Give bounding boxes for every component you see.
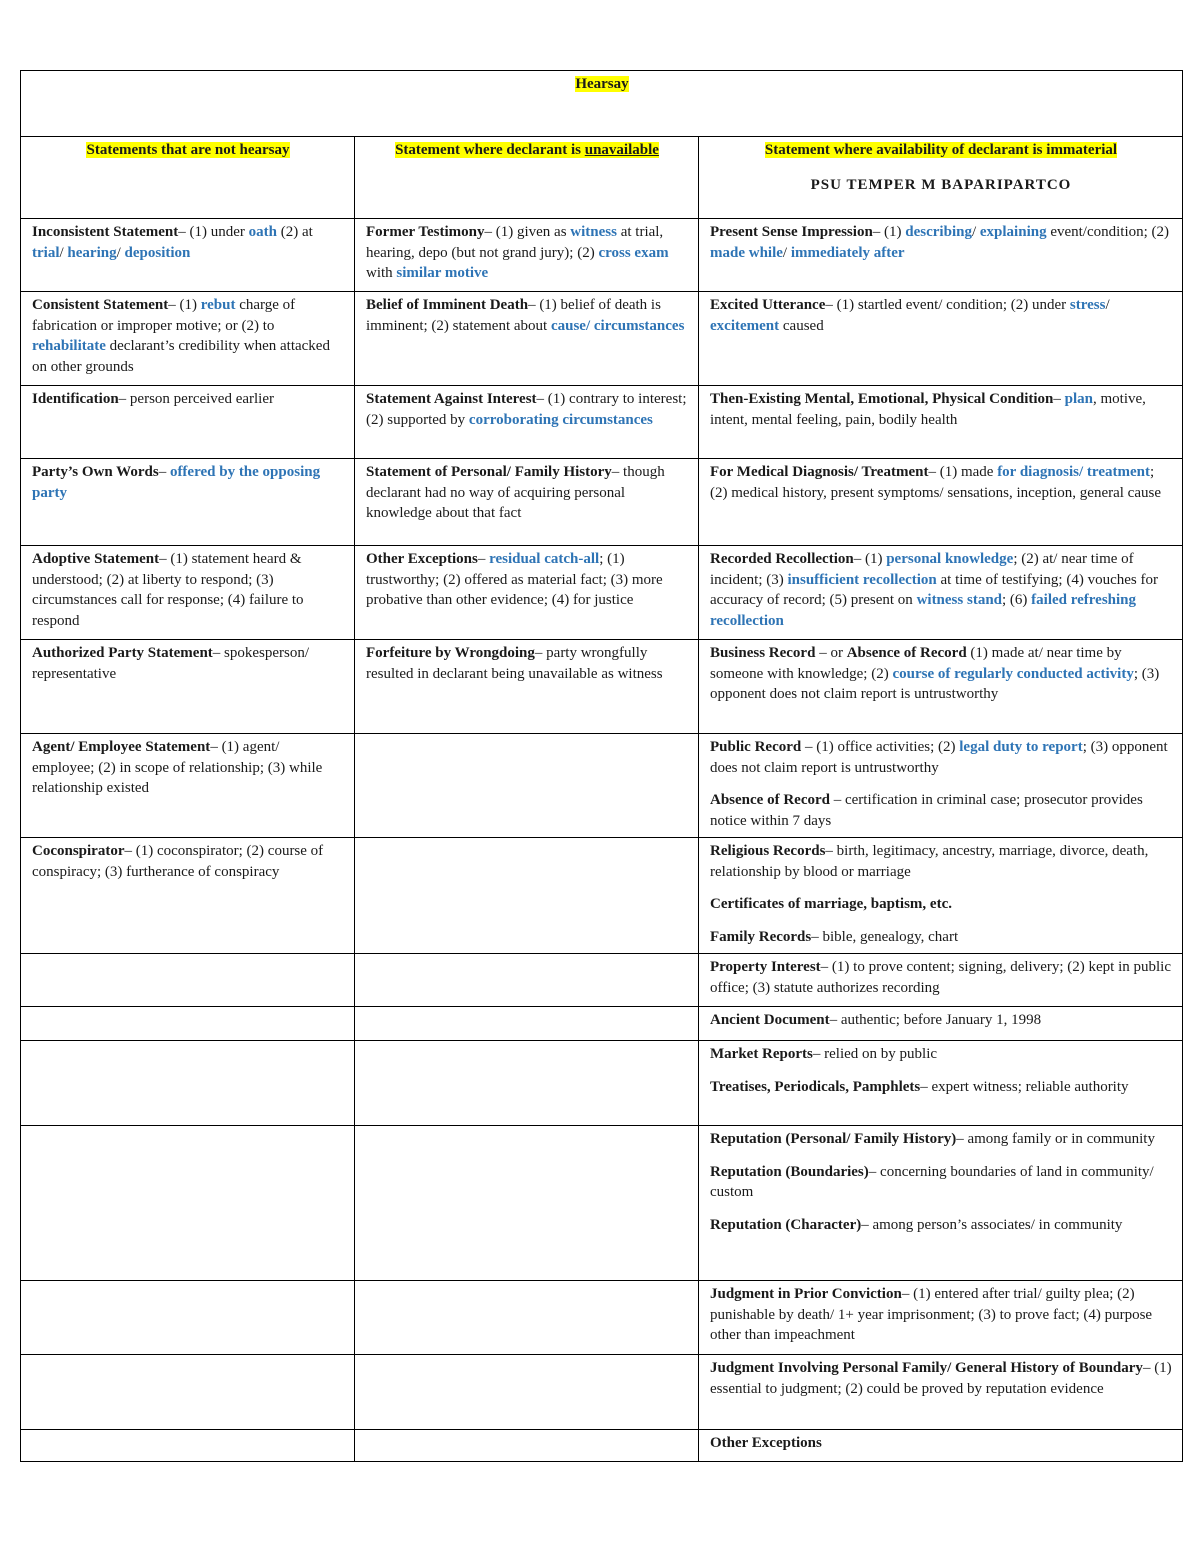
rule-text: / bbox=[59, 244, 68, 261]
header-label bbox=[395, 142, 659, 158]
rule-name: Ancient Document bbox=[710, 1012, 830, 1028]
rule-text: – authentic; before January 1, 1998 bbox=[829, 1012, 1042, 1028]
table-row bbox=[21, 838, 1183, 954]
cell-entry bbox=[710, 1162, 1172, 1203]
table-row bbox=[21, 292, 1183, 386]
rule-name: Statement of Personal/ Family History bbox=[366, 464, 612, 480]
rule-text: – (1) coconspirator; (2) course of conspiracy; (3) furtherance of conspiracy bbox=[32, 843, 324, 880]
keyword: course of regularly conducted activity bbox=[892, 665, 1134, 682]
table-cell bbox=[699, 292, 1183, 386]
rule-text: – (1) agent/ employee; (2) in scope of relationship; (3) while relationship existed bbox=[32, 739, 323, 796]
rule-text: / bbox=[116, 244, 125, 261]
cell-entry bbox=[710, 957, 1172, 998]
table-cell bbox=[355, 734, 699, 838]
rule-name: Property Interest bbox=[710, 959, 821, 975]
table-cell bbox=[699, 1126, 1183, 1281]
table-row bbox=[21, 954, 1183, 1007]
keyword: similar motive bbox=[396, 265, 489, 281]
rule-text: ; (3) opponent does not claim report is untrustworthy bbox=[710, 739, 1168, 776]
cell-entry bbox=[710, 1129, 1172, 1150]
table-cell bbox=[21, 459, 355, 546]
rule-name: Religious Records bbox=[710, 843, 826, 859]
cell-entry bbox=[32, 462, 344, 503]
rule-name: Family Records bbox=[710, 928, 812, 945]
table-cell bbox=[699, 219, 1183, 292]
table-cell bbox=[355, 1126, 699, 1281]
rule-text: – certification in criminal case; prosecutor provides notice within 7 days bbox=[710, 792, 1143, 829]
cell-entry bbox=[710, 1215, 1172, 1236]
rule-text: – concerning boundaries of land in community/ custom bbox=[710, 1163, 1154, 1200]
rule-text: – (1) belief of death is imminent; (2) statement about bbox=[366, 297, 661, 334]
table-cell bbox=[355, 1007, 699, 1041]
keyword: hearing bbox=[67, 244, 117, 261]
keyword: made while bbox=[710, 244, 783, 261]
table-row bbox=[21, 1430, 1183, 1462]
rule-text: – bbox=[158, 464, 170, 480]
rule-text: – birth, legitimacy, ancestry, marriage, divorce, death, relationship by blood or marriage bbox=[710, 843, 1149, 880]
table-row bbox=[21, 1126, 1183, 1281]
rule-name: Recorded Recollection bbox=[710, 551, 854, 567]
cell-entry bbox=[710, 841, 1172, 882]
cell-entry bbox=[710, 737, 1172, 778]
table-cell bbox=[21, 219, 355, 292]
rule-text: – among family or in community bbox=[956, 1131, 1155, 1147]
table-row bbox=[21, 1281, 1183, 1355]
keyword: residual catch-all bbox=[489, 551, 600, 567]
rule-name: Agent/ Employee Statement bbox=[32, 739, 211, 755]
rule-name: Present Sense Impression bbox=[710, 224, 873, 240]
cell-entry bbox=[32, 389, 344, 410]
keyword: immediately after bbox=[790, 244, 905, 261]
rule-name: Absence of Record bbox=[710, 792, 830, 808]
keyword: trial bbox=[32, 244, 60, 261]
rule-name: Party’s Own Words bbox=[32, 464, 159, 480]
table-cell bbox=[21, 640, 355, 734]
rule-text: – spokesperson/ representative bbox=[32, 645, 310, 682]
rule-text: (2) at bbox=[277, 224, 313, 240]
rule-text: / bbox=[971, 224, 980, 240]
keyword: oath bbox=[248, 224, 277, 240]
keyword: legal duty to report bbox=[959, 739, 1083, 755]
rule-text: – expert witness; reliable authority bbox=[920, 1078, 1129, 1095]
table-cell bbox=[21, 1126, 355, 1281]
rule-text: – (1) entered after trial/ guilty plea; (2) punishable by death/ 1+ year imprisonment; (3) to prove fact; (4) purpose other than impeachment bbox=[710, 1286, 1153, 1343]
table-row bbox=[21, 640, 1183, 734]
rule-text: ; (3) opponent does not claim report is untrustworthy bbox=[710, 665, 1160, 702]
table-row bbox=[21, 546, 1183, 640]
table-cell bbox=[699, 1007, 1183, 1041]
cell-entry bbox=[32, 549, 344, 631]
rule-text: , motive, intent, mental feeling, pain, bodily health bbox=[710, 391, 1146, 428]
keyword: for diagnosis/ treatment bbox=[997, 464, 1150, 480]
header-immaterial bbox=[699, 137, 1183, 219]
table-row bbox=[21, 386, 1183, 459]
cell-entry bbox=[710, 1077, 1172, 1098]
document-page bbox=[20, 70, 1182, 1462]
header-text: Statement where declarant is bbox=[395, 142, 585, 158]
keyword: corroborating circumstances bbox=[468, 411, 653, 428]
table-cell bbox=[21, 1007, 355, 1041]
cell-entry bbox=[710, 1358, 1172, 1399]
table-cell bbox=[699, 386, 1183, 459]
rule-text: – (1) to prove content; signing, delivery; (2) kept in public office; (3) statute authorizes recording bbox=[710, 959, 1172, 996]
rule-text: – (1) statement heard & understood; (2) at liberty to respond; (3) circumstances call for response; (4) failure to respond bbox=[32, 551, 304, 629]
table-row bbox=[21, 1355, 1183, 1430]
rule-text: at time of testifying; (4) vouches for accuracy of record; (5) present on bbox=[710, 571, 1158, 608]
table-cell bbox=[699, 1430, 1183, 1462]
keyword: witness bbox=[570, 224, 617, 240]
rule-text: – (1) bbox=[872, 224, 906, 240]
rule-text: ; (2) medical history, present symptoms/ sensations, inception, general cause bbox=[710, 464, 1161, 501]
rule-name: Inconsistent Statement bbox=[32, 224, 179, 240]
header-unavailable bbox=[355, 137, 699, 219]
table-cell bbox=[355, 1430, 699, 1462]
table-row bbox=[21, 734, 1183, 838]
table-cell bbox=[699, 546, 1183, 640]
table-cell bbox=[21, 734, 355, 838]
cell-entry bbox=[366, 549, 688, 611]
table-cell bbox=[355, 292, 699, 386]
table-cell bbox=[699, 954, 1183, 1007]
rule-text: – (1) made bbox=[928, 464, 998, 480]
cell-entry bbox=[710, 295, 1172, 336]
table-cell bbox=[21, 1430, 355, 1462]
cell-entry bbox=[32, 222, 344, 263]
rule-text: caused bbox=[779, 317, 824, 334]
cell-entry bbox=[710, 549, 1172, 631]
rule-name: Identification bbox=[32, 391, 119, 407]
keyword: deposition bbox=[124, 244, 191, 261]
table-cell bbox=[21, 1281, 355, 1355]
keyword: stress bbox=[1069, 297, 1106, 313]
table-cell bbox=[21, 292, 355, 386]
table-row bbox=[21, 1007, 1183, 1041]
table-cell bbox=[355, 1355, 699, 1430]
rule-text: – (1) bbox=[168, 297, 201, 313]
keyword: insufficient recollection bbox=[787, 571, 937, 588]
rule-name: Certificates of marriage, baptism, etc. bbox=[710, 896, 952, 912]
rule-name: Public Record bbox=[710, 739, 802, 755]
rule-text: / bbox=[1105, 297, 1110, 313]
table-cell bbox=[21, 954, 355, 1007]
cell-entry bbox=[710, 1284, 1172, 1346]
cell-entry bbox=[710, 927, 1172, 948]
table-cell bbox=[355, 838, 699, 954]
cell-entry bbox=[366, 222, 688, 284]
table-cell bbox=[699, 1041, 1183, 1126]
table-cell bbox=[355, 459, 699, 546]
header-underlined-text: unavailable bbox=[584, 142, 659, 158]
rule-text: at trial, hearing, depo (but not grand jury); (2) bbox=[366, 224, 664, 261]
keyword: excitement bbox=[710, 317, 780, 334]
rule-name: Reputation (Boundaries) bbox=[710, 1163, 869, 1180]
rule-name: Excited Utterance bbox=[710, 297, 826, 313]
table-title: Hearsay bbox=[575, 76, 629, 92]
keyword: rehabilitate bbox=[32, 338, 106, 354]
rule-text: (1) made at/ near time by someone with knowledge; (2) bbox=[710, 645, 1122, 682]
rule-name: Reputation (Personal/ Family History) bbox=[710, 1131, 957, 1147]
rule-text: – bbox=[477, 551, 490, 567]
rule-name: Absence of Record bbox=[846, 645, 967, 661]
rule-text: ; (2) at/ near time of incident; (3) bbox=[710, 551, 1134, 588]
rule-text: – though declarant had no way of acquiring personal knowledge about that fact bbox=[366, 464, 665, 521]
rule-text: declarant’s credibility when attacked on other grounds bbox=[32, 338, 330, 375]
rule-text: – (1) office activities; (2) bbox=[801, 739, 960, 755]
rule-name: Treatises, Periodicals, Pamphlets bbox=[710, 1078, 921, 1095]
rule-text: – (1) under bbox=[178, 224, 249, 240]
table-cell bbox=[21, 1041, 355, 1126]
table-row bbox=[21, 459, 1183, 546]
table-cell bbox=[699, 459, 1183, 546]
rule-text: ; (6) bbox=[1002, 592, 1032, 608]
table-cell bbox=[21, 1355, 355, 1430]
rule-name: Then-Existing Mental, Emotional, Physical Condition bbox=[710, 391, 1054, 407]
rule-name: Authorized Party Statement bbox=[32, 645, 213, 661]
rule-name: Business Record bbox=[710, 645, 816, 661]
table-cell bbox=[355, 546, 699, 640]
rule-name: Other Exceptions bbox=[710, 1435, 822, 1451]
rule-text: – bible, genealogy, chart bbox=[811, 928, 959, 945]
cell-entry bbox=[710, 389, 1172, 430]
keyword: plan bbox=[1064, 391, 1093, 407]
table-cell bbox=[355, 1041, 699, 1126]
rule-name: Adoptive Statement bbox=[32, 551, 160, 567]
cell-entry bbox=[710, 894, 1172, 915]
rule-text: / bbox=[782, 244, 791, 261]
table-cell bbox=[699, 734, 1183, 838]
rule-text: event/condition; (2) bbox=[1046, 224, 1170, 240]
table-cell bbox=[699, 640, 1183, 734]
cell-entry bbox=[710, 1433, 1172, 1454]
keyword: cause/ circumstances bbox=[550, 317, 685, 334]
rule-name: Market Reports bbox=[710, 1046, 813, 1062]
rule-name: For Medical Diagnosis/ Treatment bbox=[710, 464, 929, 480]
rule-name: Judgment Involving Personal Family/ General History of Boundary bbox=[710, 1360, 1143, 1376]
header-row bbox=[21, 137, 1183, 219]
cell-entry bbox=[366, 389, 688, 430]
title-cell bbox=[21, 71, 1183, 137]
rule-text: with bbox=[366, 265, 397, 281]
table-row bbox=[21, 1041, 1183, 1126]
table-cell bbox=[21, 838, 355, 954]
rule-name: Statement Against Interest bbox=[366, 391, 537, 407]
cell-entry bbox=[366, 295, 688, 336]
cell-entry bbox=[710, 1010, 1172, 1031]
table-row bbox=[21, 219, 1183, 292]
table-cell bbox=[355, 386, 699, 459]
keyword: cross exam bbox=[598, 244, 669, 261]
cell-entry bbox=[710, 1044, 1172, 1065]
keyword: explaining bbox=[979, 224, 1047, 240]
keyword: witness stand bbox=[916, 592, 1002, 608]
table-cell bbox=[21, 386, 355, 459]
rule-text: – (1) bbox=[853, 551, 887, 567]
mnemonic: PSU TEMPER M BAPARIPARTCO bbox=[810, 176, 1072, 193]
table-cell bbox=[21, 546, 355, 640]
rule-name: Former Testimony bbox=[366, 224, 485, 240]
cell-entry bbox=[710, 462, 1172, 503]
keyword: failed refreshing recollection bbox=[710, 592, 1137, 629]
keyword: personal knowledge bbox=[886, 551, 1014, 567]
rule-name: Coconspirator bbox=[32, 843, 125, 859]
table-cell bbox=[699, 1355, 1183, 1430]
rule-text: – (1) startled event/ condition; (2) under bbox=[825, 297, 1070, 313]
rule-text: – party wrongfully resulted in declarant being unavailable as witness bbox=[366, 645, 663, 682]
rule-text: – bbox=[1053, 391, 1065, 407]
rule-text: – (1) given as bbox=[484, 224, 571, 240]
rule-text: – (1) contrary to interest; (2) supported by bbox=[366, 391, 687, 428]
cell-entry bbox=[710, 790, 1172, 831]
header-not-hearsay bbox=[21, 137, 355, 219]
rule-name: Consistent Statement bbox=[32, 297, 169, 313]
rule-text: – relied on by public bbox=[812, 1046, 938, 1062]
rule-name: Judgment in Prior Conviction bbox=[710, 1286, 902, 1302]
table-cell bbox=[699, 838, 1183, 954]
table-cell bbox=[355, 640, 699, 734]
keyword: rebut bbox=[200, 297, 236, 313]
rule-text: – or bbox=[815, 645, 847, 661]
title-row bbox=[21, 71, 1183, 137]
keyword: describing bbox=[905, 224, 972, 240]
rule-name: Belief of Imminent Death bbox=[366, 297, 529, 313]
rule-text: – (1) essential to judgment; (2) could be proved by reputation evidence bbox=[710, 1360, 1172, 1397]
cell-entry bbox=[32, 643, 344, 684]
cell-entry bbox=[366, 462, 688, 524]
header-label: Statements that are not hearsay bbox=[86, 142, 290, 158]
rule-name: Forfeiture by Wrongdoing bbox=[366, 645, 535, 661]
rule-name: Other Exceptions bbox=[366, 551, 478, 567]
cell-entry bbox=[710, 643, 1172, 705]
rule-text: – among person’s associates/ in community bbox=[861, 1216, 1123, 1233]
cell-entry bbox=[366, 643, 688, 684]
table-cell bbox=[355, 219, 699, 292]
cell-entry bbox=[710, 222, 1172, 263]
rule-name: Reputation (Character) bbox=[710, 1216, 862, 1233]
table-cell bbox=[355, 1281, 699, 1355]
rule-text: ; (1) trustworthy; (2) offered as material fact; (3) more probative than other evidence; (4) for justice bbox=[366, 551, 663, 608]
cell-entry bbox=[32, 737, 344, 799]
keyword: offered by the opposing party bbox=[32, 464, 321, 501]
table-cell bbox=[699, 1281, 1183, 1355]
cell-entry bbox=[32, 841, 344, 882]
rule-text: – person perceived earlier bbox=[118, 391, 275, 407]
header-label: Statement where availability of declarant is immaterial bbox=[764, 142, 1118, 158]
table-cell bbox=[355, 954, 699, 1007]
cell-entry bbox=[32, 295, 344, 377]
rule-text: charge of fabrication or improper motive; or (2) to bbox=[32, 297, 296, 334]
hearsay-table bbox=[20, 70, 1183, 1462]
